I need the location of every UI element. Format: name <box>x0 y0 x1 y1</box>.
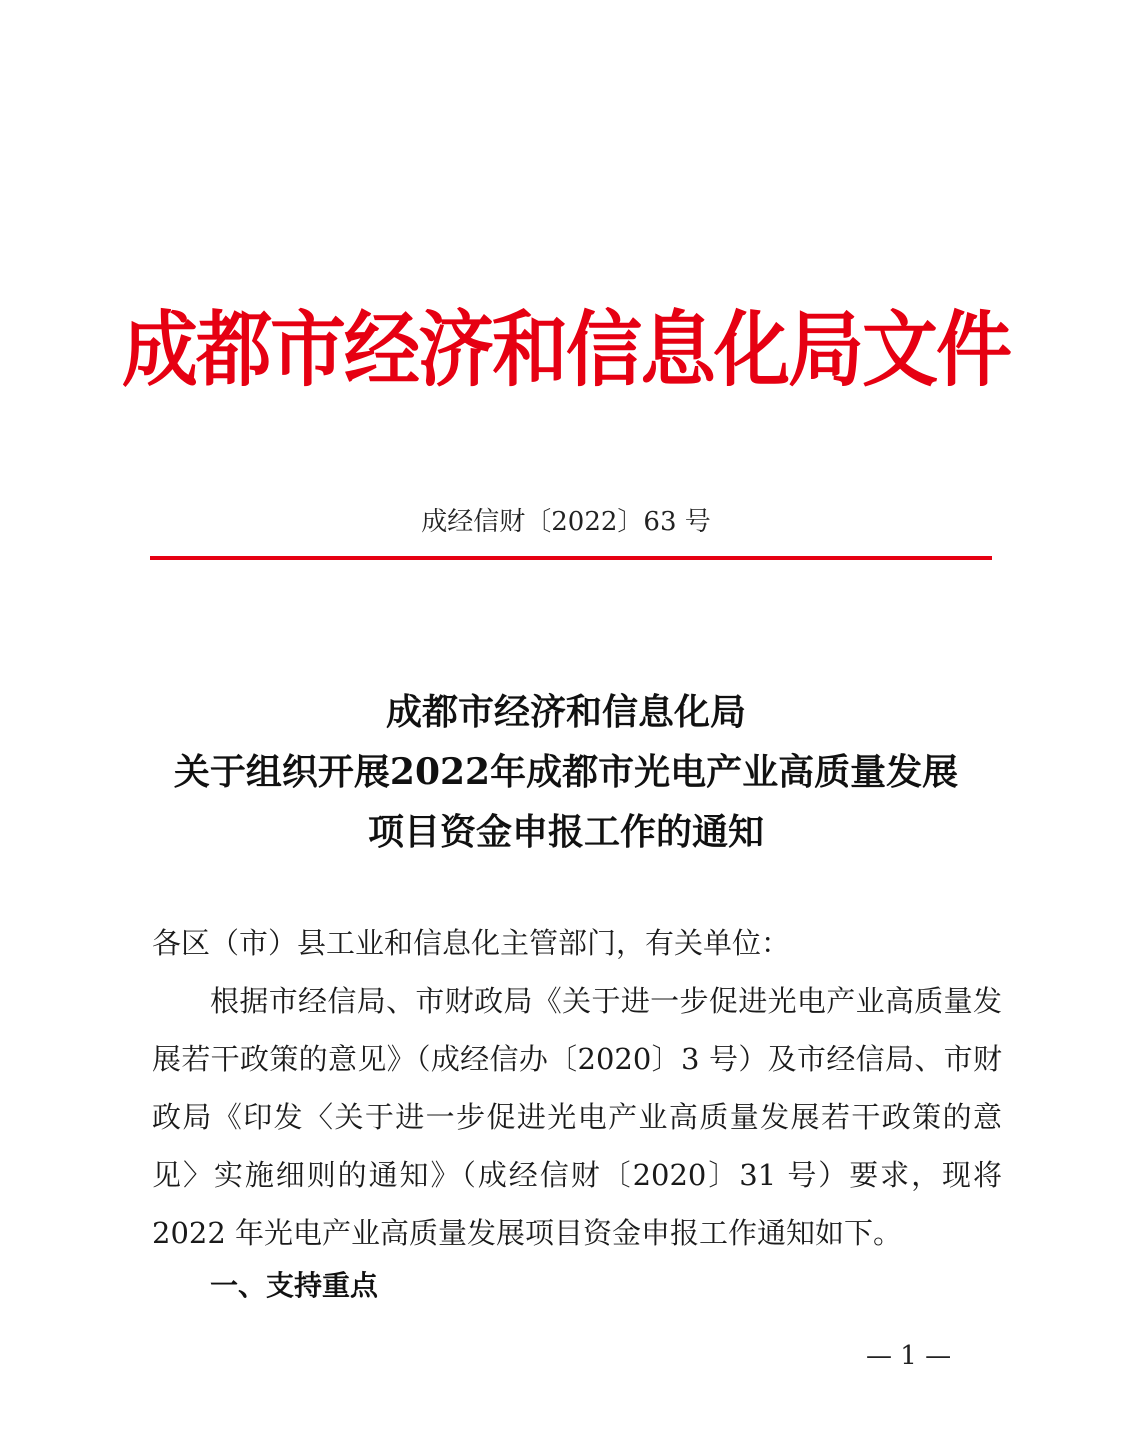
notice-title-line-3: 项目资金申报工作的通知 <box>367 811 764 853</box>
document-number: 成经信财〔2022〕63 号 <box>421 507 711 537</box>
notice-title-line-2: 关于组织开展2022年成都市光电产业高质量发展 <box>173 751 959 793</box>
section-heading-1: 一、支持重点 <box>210 1269 379 1302</box>
notice-title-line-1: 成都市经济和信息化局 <box>385 691 746 733</box>
document-header-title: 成都市经济和信息化局文件 <box>122 301 1010 398</box>
page-number: — 1 — <box>866 1341 952 1371</box>
notice-title <box>0 682 1132 862</box>
salutation: 各区（市）县工业和信息化主管部门，有关单位： <box>152 926 791 960</box>
header-red-rule <box>150 556 992 560</box>
notice-body <box>152 914 1002 1262</box>
body-paragraph-1: 根据市经信局、市财政局《关于进一步促进光电产业高质量发展若干政策的意见》（成经信办〔2020〕3 号）及市经信局、市财政局《印发〈关于进一步促进光电产业高质量发展若干政策的意见〉实施细则的通知》（成经信财〔2020〕31 号）要求，现将2022 年光电产业高质量发展项目资金申报工作通知如下。 <box>152 984 1002 1250</box>
